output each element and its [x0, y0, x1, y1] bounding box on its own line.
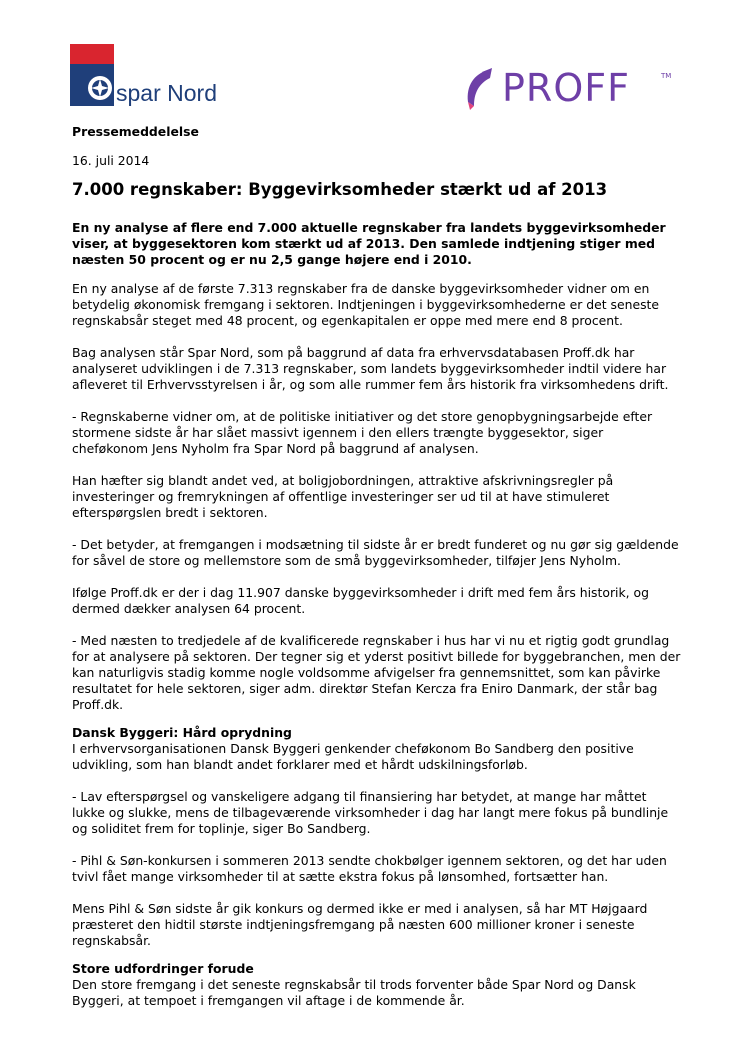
section-paragraph: - Lav efterspørgsel og vanskeligere adgang til finansiering har betydet, at mange har måttet lukke og slukke, mens de tilbageværende virksomheder i dag har langt mere fokus på bundlinje og soliditet frem for toplinje, siger Bo Sandberg. — [72, 789, 669, 836]
headline: 7.000 regnskaber: Byggevirksomheder stærkt ud af 2013 — [72, 180, 608, 199]
spar-nord-logo — [70, 44, 245, 106]
body-paragraph: Bag analysen står Spar Nord, som på baggrund af data fra erhvervsdatabasen Proff.dk har analyseret udviklingen i de 7.313 regnskaber, som landets byggevirksomheder indtil videre har afleveret til Erhvervsstyrelsen i år, og som alle rummer fem års historik fra virksomhedens drift. — [72, 345, 669, 392]
document-kicker: Pressemeddelelse — [72, 124, 199, 139]
lead-paragraph: En ny analyse af flere end 7.000 aktuelle regnskaber fra landets byggevirksomheder viser, at byggesektoren kom stærkt ud af 2013. Den samlede indtjening stiger med næsten 50 procent og er nu 2,5 gange højere end i 2010. — [72, 220, 666, 267]
body-paragraph: - Det betyder, at fremgangen i modsætning til sidste år er bredt funderet og nu gør sig gældende for såvel de store og mellemstore som de små byggevirksomheder, tilføjer Jens Nyholm. — [72, 537, 679, 568]
body-paragraph: - Regnskaberne vidner om, at de politiske initiativer og det store genopbygningsarbejde efter stormene sidste år har slået massivt igennem i den ellers trængte byggesektor, siger cheføkonom Jens Nyholm fra Spar Nord på baggrund af analysen. — [72, 409, 653, 456]
section-paragraph: Mens Pihl & Søn sidste år gik konkurs og dermed ikke er med i analysen, så har MT Højgaard præsteret den hidtil største indtjeningsfremgang på næsten 600 millioner kroner i seneste regnskabsår. — [72, 901, 648, 948]
body-paragraph: Ifølge Proff.dk er der i dag 11.907 danske byggevirksomheder i drift med fem års historik, og dermed dækker analysen 64 procent. — [72, 585, 649, 616]
release-date: 16. juli 2014 — [72, 153, 150, 168]
spar-nord-emblem-icon — [70, 44, 114, 106]
section-heading: Dansk Byggeri: Hård oprydning — [72, 725, 292, 740]
proff-logo — [462, 66, 677, 112]
body-paragraph: Han hæfter sig blandt andet ved, at boligjobordningen, attraktive afskrivningsregler på investeringer og fremrykningen af offentlige investeringer ser ud til at have stimuleret efterspørgslen bredt i sektoren. — [72, 473, 614, 520]
body-paragraph: En ny analyse af de første 7.313 regnskaber fra de danske byggevirksomheder vidner om en betydelig økonomisk fremgang i sektoren. Indtjeningen i byggevirksomhederne er det seneste regnskabsår steget med 48 procent, og egenkapitalen er oppe med mere end 8 procent. — [72, 281, 660, 328]
section-heading: Store udfordringer forude — [72, 961, 254, 976]
proff-trademark: TM — [661, 72, 672, 80]
body-paragraph: - Med næsten to tredjedele af de kvalificerede regnskaber i hus har vi nu et rigtig godt grundlag for at analysere på sektoren. Der tegner sig et yderst positivt billede for byggebranchen, men der kan naturligvis stadig komme nogle voldsomme afvigelser fra gennemsnittet, som kan påvirke resultatet for hele sektoren, siger adm. direktør Stefan Kercza fra Eniro Danmark, der står bag Proff.dk. — [72, 633, 681, 712]
section-paragraph: Den store fremgang i det seneste regnskabsår til trods forventer både Spar Nord og Dansk Byggeri, at tempoet i fremgangen vil aftage i de kommende år. — [72, 977, 636, 1008]
section-paragraph: I erhvervsorganisationen Dansk Byggeri genkender cheføkonom Bo Sandberg den positive udvikling, som han blandt andet forklarer med et hårdt udskilningsforløb. — [72, 741, 634, 772]
proff-emblem-icon — [462, 66, 498, 112]
press-release-body — [72, 124, 682, 1025]
proff-wordmark: PROFF — [502, 66, 630, 110]
spar-nord-wordmark: spar Nord — [116, 80, 217, 106]
section-paragraph: - Pihl & Søn-konkursen i sommeren 2013 sendte chokbølger igennem sektoren, og det har uden tvivl fået mange virksomheder til at sætte ekstra fokus på lønsomhed, fortsætter han. — [72, 853, 667, 884]
